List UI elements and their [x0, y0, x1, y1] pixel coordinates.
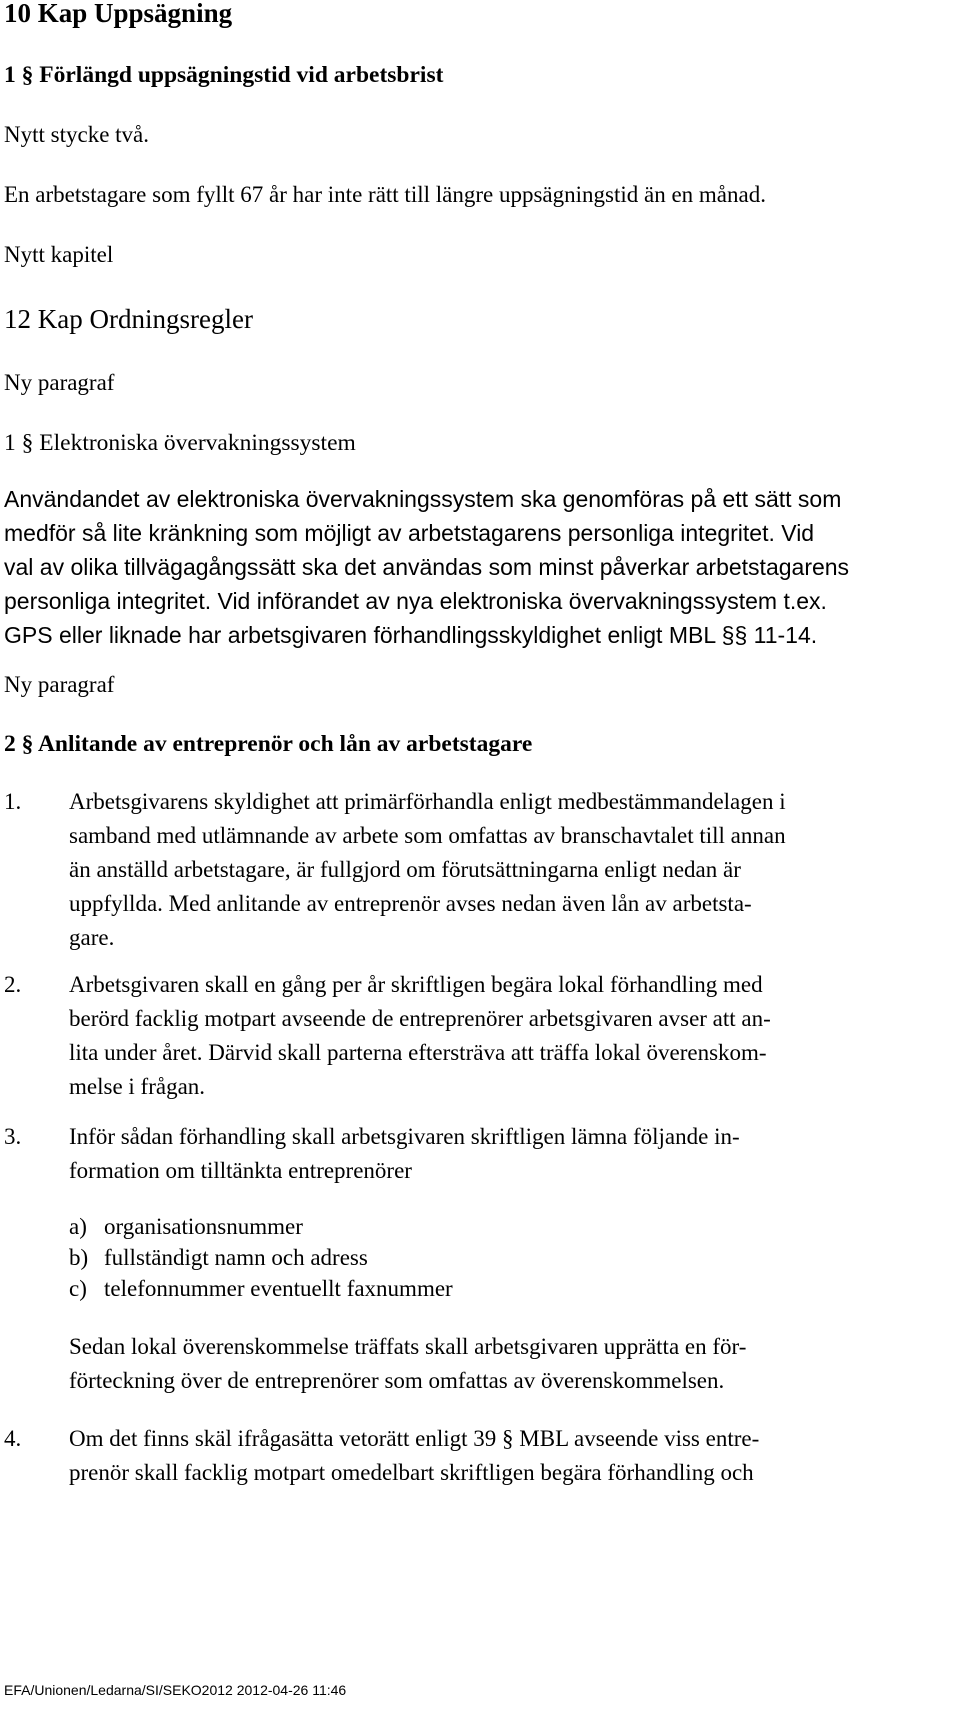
sublist-text: organisationsnummer: [104, 1214, 303, 1239]
note-new-section-1: Ny paragraf: [4, 370, 115, 395]
item-line: prenör skall facklig motpart omedelbart skriftligen begära förhandling och: [69, 1460, 754, 1485]
paragraph-line: GPS eller liknade har arbetsgivaren förhandlingsskyldighet enligt MBL §§ 11-14.: [4, 622, 818, 648]
item-line: berörd facklig motpart avseende de entreprenörer arbetsgivaren avser att an-: [69, 1006, 771, 1031]
item-number: 1.: [4, 789, 22, 814]
section-1-heading: 1 § Förlängd uppsägningstid vid arbetsbrist: [4, 62, 444, 88]
page-footer: EFA/Unionen/Ledarna/SI/SEKO2012 2012-04-26 11:46: [4, 1682, 347, 1698]
item-body: [69, 1120, 939, 1188]
paragraph-line: val av olika tillvägagångssätt ska det användas som minst påverkar arbetstagarens: [4, 554, 850, 580]
section-elektroniska-heading: 1 § Elektroniska övervakningssystem: [4, 430, 356, 456]
item-body: [69, 1422, 939, 1490]
chapter-10-heading: 10 Kap Uppsägning: [4, 0, 233, 28]
paragraph-line: Sedan lokal överenskommelse träffats skall arbetsgivaren upprätta en för-: [69, 1334, 747, 1359]
note-new-paragraph: Nytt stycke två.: [4, 122, 149, 147]
sublist-text: fullständigt namn och adress: [104, 1245, 368, 1270]
item-body: [69, 968, 939, 1104]
paragraph-line: personliga integritet. Vid införandet av nya elektroniska övervakningssystem t.ex.: [4, 588, 827, 614]
paragraph-line: förteckning över de entreprenörer som omfattas av överenskommelsen.: [69, 1368, 725, 1393]
text-age-67: En arbetstagare som fyllt 67 år har inte rätt till längre uppsägningstid än en månad.: [4, 182, 766, 207]
item-line: samband med utlämnande av arbete som omfattas av branschavtalet till annan: [69, 823, 786, 848]
item-line: Inför sådan förhandling skall arbetsgivaren skriftligen lämna följande in-: [69, 1124, 740, 1149]
item-line: melse i frågan.: [69, 1074, 206, 1099]
paragraph-line: medför så lite kränkning som möjligt av arbetstagarens personliga integritet. Vid: [4, 520, 815, 546]
item-line: Om det finns skäl ifrågasätta vetorätt enligt 39 § MBL avseende viss entre-: [69, 1426, 760, 1451]
item-number: 2.: [4, 972, 22, 997]
item-number: 4.: [4, 1426, 22, 1451]
note-new-chapter: Nytt kapitel: [4, 242, 114, 267]
section-anlitande-heading: 2 § Anlitande av entreprenör och lån av arbetstagare: [4, 731, 533, 757]
item-line: gare.: [69, 925, 115, 950]
item-number: 3.: [4, 1124, 22, 1149]
sublist-letter: b): [69, 1245, 89, 1270]
item-line: än anställd arbetstagare, är fullgjord om förutsättningarna enligt nedan är: [69, 857, 741, 882]
paragraph-body: [69, 1330, 939, 1398]
item-body: [69, 785, 939, 955]
item-line: uppfyllda. Med anlitande av entreprenör avses nedan även lån av arbetsta-: [69, 891, 752, 916]
item-line: Arbetsgivarens skyldighet att primärförhandla enligt medbestämmandelagen i: [69, 789, 786, 814]
note-new-section-2: Ny paragraf: [4, 672, 115, 697]
elektroniska-paragraph: [4, 482, 944, 652]
item-line: formation om tilltänkta entreprenörer: [69, 1158, 412, 1183]
item-line: Arbetsgivaren skall en gång per år skriftligen begära lokal förhandling med: [69, 972, 763, 997]
sublist-text: telefonnummer eventuellt faxnummer: [104, 1276, 453, 1301]
chapter-12-heading: 12 Kap Ordningsregler: [4, 304, 253, 334]
item-line: lita under året. Därvid skall parterna eftersträva att träffa lokal överenskom-: [69, 1040, 767, 1065]
sublist-letter: a): [69, 1214, 87, 1239]
paragraph-line: Användandet av elektroniska övervakningssystem ska genomföras på ett sätt som: [4, 486, 842, 512]
sublist-letter: c): [69, 1276, 87, 1301]
